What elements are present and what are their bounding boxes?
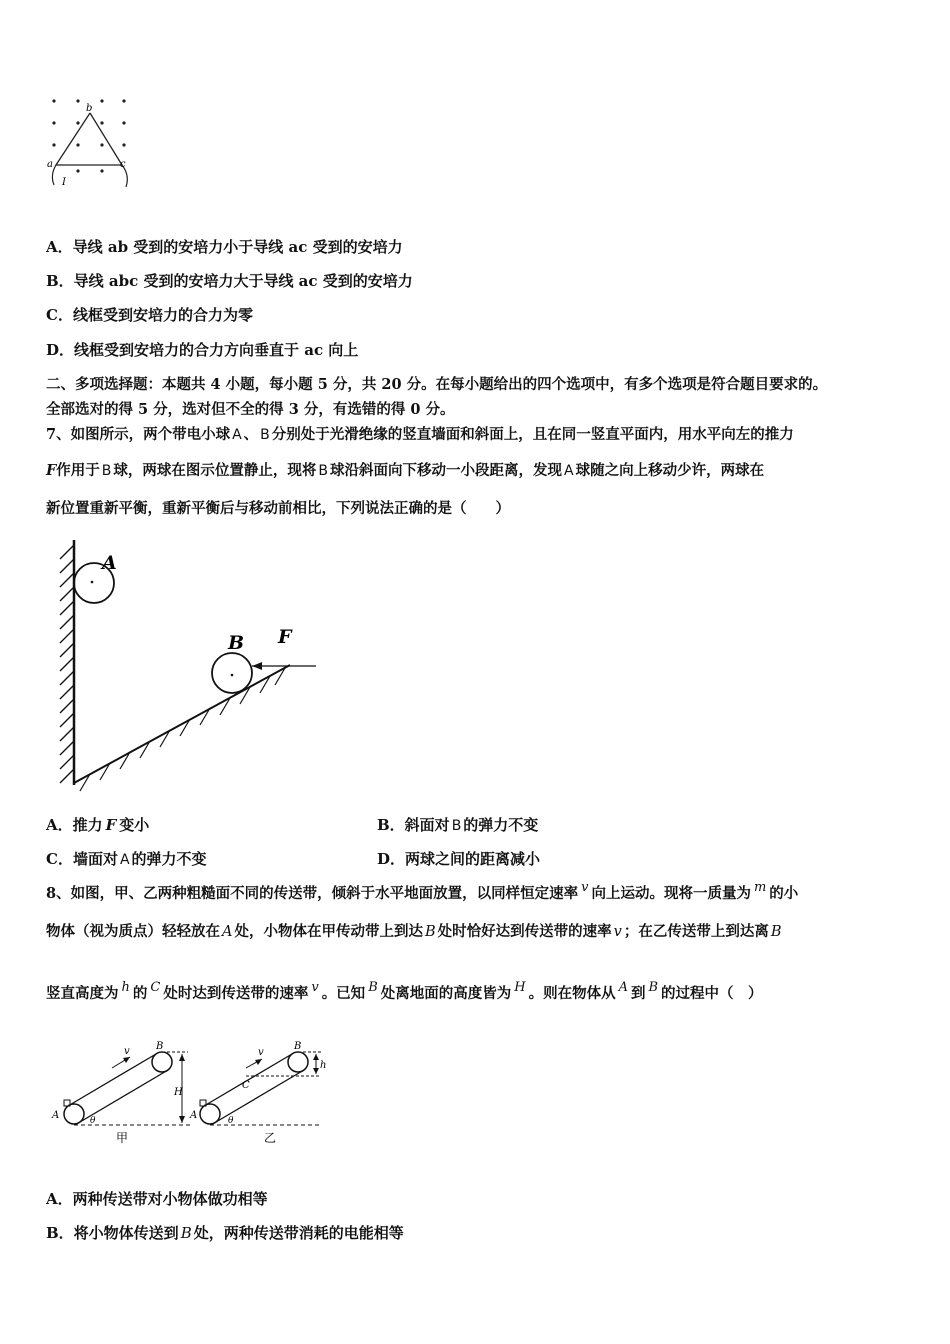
- q7-option-c: C．墙面对 A 的弹力不变: [46, 850, 207, 868]
- q7-line3: 新位置重新平衡，重新平衡后与移动前相比，下列说法正确的是（ ）: [46, 500, 510, 517]
- fig3-yi-label-h: h: [320, 1060, 327, 1071]
- fig3-jia-caption: 甲: [116, 1131, 129, 1145]
- q7-line2: F作用于 B 球，两球在图示位置静止，现将 B 球沿斜面向下移动一小段距离，发现 A 球随之向上移动少许，两球在: [46, 462, 765, 479]
- fig2-label-A: A: [102, 552, 117, 574]
- q6-option-c: C．线框受到安培力的合力为零: [46, 306, 253, 324]
- q7-option-a: A．推力 F 变小: [46, 816, 150, 834]
- q7-option-d: D．两球之间的距离减小: [377, 850, 541, 868]
- fig3-yi-label-theta: θ: [228, 1116, 234, 1126]
- wall-incline-figure: [40, 535, 340, 795]
- fig3-yi-label-C: C: [242, 1080, 250, 1091]
- fig2-label-F: F: [278, 626, 292, 648]
- fig1-label-a: a: [47, 159, 53, 170]
- q8-option-b: B．将小物体传送到 B 处，两种传送带消耗的电能相等: [46, 1224, 404, 1242]
- q8-line1: 8、如图，甲、乙两种粗糙面不同的传送带，倾斜于水平地面放置，以同样恒定速率 v 向上运动。现将一质量为 m 的小: [46, 880, 799, 902]
- conveyor-belts-figure: [50, 1040, 350, 1150]
- q7-option-b: B．斜面对 B 的弹力不变: [377, 816, 539, 834]
- fig1-label-b: b: [86, 103, 93, 114]
- fig3-jia-label-B: B: [156, 1041, 164, 1052]
- fig1-label-c: c: [120, 159, 126, 170]
- fig3-jia-label-theta: θ: [90, 1116, 96, 1126]
- q6-option-a: A．导线 ab 受到的安培力小于导线 ac 受到的安培力: [46, 238, 403, 256]
- fig3-yi-label-A: A: [190, 1110, 198, 1121]
- q7-line1: 7、如图所示，两个带电小球 A 、 B 分别处于光滑绝缘的竖直墙面和斜面上，且在同一竖直平面内，用水平向左的推力: [46, 426, 794, 443]
- q8-line3: 竖直高度为 h 的 C 处时达到传送带的速率 v 。已知 B 处离地面的高度皆为 H 。则在物体从 A 到 B 的过程中（ ）: [46, 980, 763, 1002]
- q8-line2: 物体（视为质点）轻轻放在 A 处，小物体在甲传动带上到达 B 处时恰好达到传送带的速率 v ；在乙传送带上到达离 B: [46, 923, 782, 940]
- fig3-yi-label-B: B: [294, 1041, 302, 1052]
- q6-option-b: B．导线 abc 受到的安培力大于导线 ac 受到的安培力: [46, 272, 413, 290]
- fig2-label-B: B: [228, 632, 245, 654]
- fig3-jia-label-v: v: [124, 1046, 130, 1057]
- q6-option-d: D．线框受到安培力的合力方向垂直于 ac 向上: [46, 341, 359, 359]
- section2-line1: 二、多项选择题：本题共 4 小题，每小题 5 分，共 20 分。在每小题给出的四个选项中，有多个选项是符合题目要求的。: [46, 376, 828, 393]
- fig3-yi-label-v: v: [258, 1047, 264, 1058]
- fig3-yi-caption: 乙: [264, 1131, 277, 1145]
- triangle-coil-figure: [40, 95, 140, 195]
- fig3-jia-label-A: A: [52, 1110, 60, 1121]
- fig3-jia-label-H: H: [174, 1087, 183, 1098]
- q8-option-a: A．两种传送带对小物体做功相等: [46, 1190, 268, 1208]
- fig1-label-I: I: [62, 177, 66, 188]
- section2-line2: 全部选对的得 5 分，选对但不全的得 3 分，有选错的得 0 分。: [46, 401, 455, 418]
